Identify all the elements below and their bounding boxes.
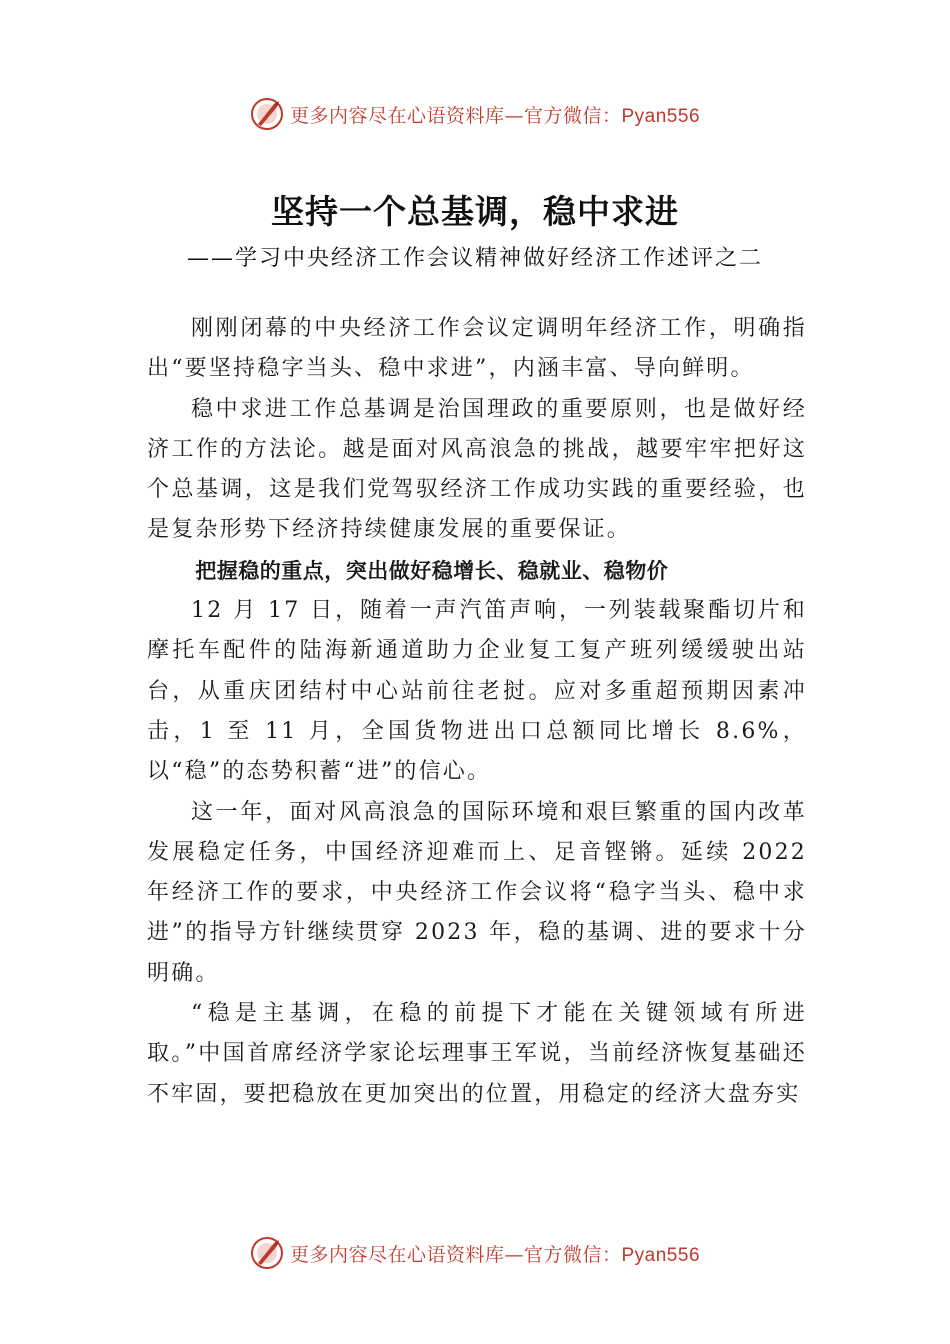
header-wechat-id: Pyan556 — [621, 105, 701, 127]
paragraph-5: “稳是主基调，在稳的前提下才能在关键领域有所进取。”中国首席经济学家论坛理事王军说，当前经济恢复基础还不牢固，要把稳放在更加突出的位置，用稳定的经济大盘夯实 — [147, 1001, 807, 1107]
quill-logo-icon — [250, 1236, 284, 1270]
header-banner — [0, 94, 950, 134]
article-title: 坚持一个总基调，稳中求进 — [271, 192, 679, 231]
paragraph-1: 刚刚闭幕的中央经济工作会议定调明年经济工作，明确指出“要坚持稳字当头、稳中求进”，内涵丰富、导向鲜明。 — [147, 316, 807, 382]
paragraph-3: 12 月 17 日，随着一声汽笛声响，一列装载聚酯切片和摩托车配件的陆海新通道助力企业复工复产班列缓缓驶出站台，从重庆团结村中心站前往老挝。应对多重超预期因素冲击，1 至 11 月，全国货物进出口总额同比增长 8.6%，以“稳”的态势积蓄“进”的信心。 — [147, 598, 807, 785]
header-banner-text — [290, 101, 700, 128]
article-body — [147, 309, 807, 1115]
footer-wechat-id: Pyan556 — [621, 1244, 701, 1266]
header-banner-label: 更多内容尽在心语资料库—官方微信： — [289, 104, 622, 127]
paragraph-2: 稳中求进工作总基调是治国理政的重要原则，也是做好经济工作的方法论。越是面对风高浪急的挑战，越要牢牢把好这个总基调，这是我们党驾驭经济工作成功实践的重要经验，也是复杂形势下经济持续健康发展的重要保证。 — [147, 396, 807, 543]
footer-banner-text — [290, 1240, 700, 1267]
footer-banner-label: 更多内容尽在心语资料库—官方微信： — [289, 1243, 622, 1266]
section-heading: 把握稳的重点，突出做好稳增长、稳就业、稳物价 — [195, 558, 669, 583]
article-subtitle: ——学习中央经济工作会议精神做好经济工作述评之二 — [186, 246, 763, 271]
quill-logo-icon — [250, 97, 284, 131]
paragraph-4: 这一年，面对风高浪急的国际环境和艰巨繁重的国内改革发展稳定任务，中国经济迎难而上、足音铿锵。延续 2022 年经济工作的要求，中央经济工作会议将“稳字当头、稳中求进”的指导方针继续贯穿 2023 年，稳的基调、进的要求十分明确。 — [147, 799, 807, 986]
footer-banner — [0, 1233, 950, 1273]
